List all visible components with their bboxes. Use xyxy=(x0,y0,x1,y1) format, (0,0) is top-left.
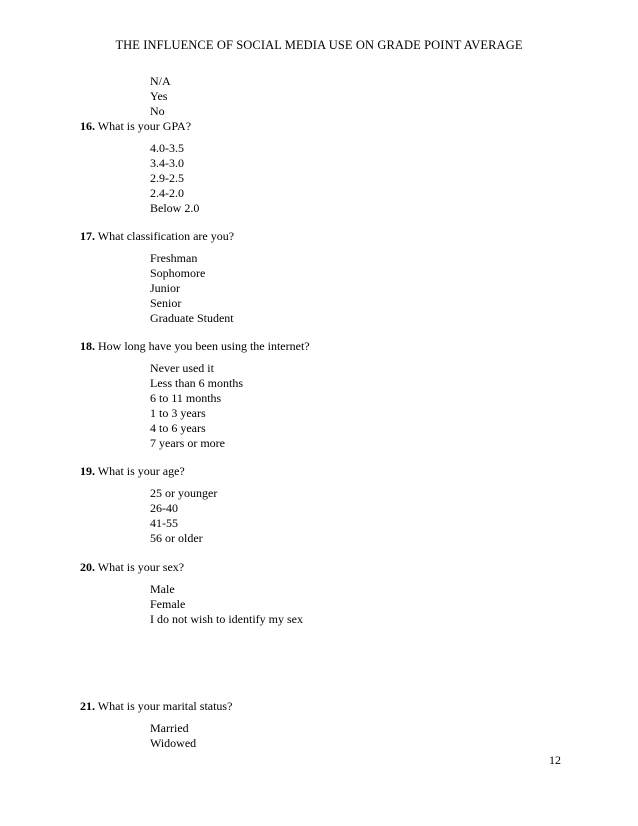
question-20 xyxy=(80,560,184,575)
page-number: 12 xyxy=(549,753,561,767)
question-number: 21. xyxy=(80,699,95,713)
question-text: What classification are you? xyxy=(97,229,235,243)
option: Graduate Student xyxy=(150,311,234,325)
option: 56 or older xyxy=(150,531,203,545)
question-number: 17. xyxy=(80,229,95,243)
running-header: THE INFLUENCE OF SOCIAL MEDIA USE ON GRADE POINT AVERAGE xyxy=(115,38,523,52)
option: 2.4-2.0 xyxy=(150,186,184,200)
option: 26-40 xyxy=(150,501,178,515)
question-text: What is your age? xyxy=(97,464,185,478)
question-21-options xyxy=(150,721,196,751)
option: N/A xyxy=(150,74,171,88)
question-20-options xyxy=(150,582,303,627)
question-number: 18. xyxy=(80,339,95,353)
option: Widowed xyxy=(150,736,197,750)
option: 6 to 11 months xyxy=(150,391,222,405)
question-18 xyxy=(80,339,310,354)
option: 7 years or more xyxy=(150,436,225,450)
option: 3.4-3.0 xyxy=(150,156,184,170)
question-17 xyxy=(80,229,234,244)
option: 2.9-2.5 xyxy=(150,171,184,185)
option: Junior xyxy=(150,281,180,295)
option: Married xyxy=(150,721,189,735)
option: Senior xyxy=(150,296,182,310)
option: Sophomore xyxy=(150,266,206,280)
question-17-options xyxy=(150,251,234,326)
question-19 xyxy=(80,464,185,479)
question-text: What is your GPA? xyxy=(97,119,192,133)
question-19-options xyxy=(150,486,217,546)
question-text: What is your marital status? xyxy=(97,699,233,713)
option: 4.0-3.5 xyxy=(150,141,184,155)
option: I do not wish to identify my sex xyxy=(150,612,303,626)
question-number: 19. xyxy=(80,464,95,478)
option: 25 or younger xyxy=(150,486,218,500)
option: Female xyxy=(150,597,186,611)
question-text: What is your sex? xyxy=(97,560,185,574)
question-21 xyxy=(80,699,232,714)
option: No xyxy=(150,104,165,118)
option: Less than 6 months xyxy=(150,376,243,390)
option: Below 2.0 xyxy=(150,201,200,215)
option: 4 to 6 years xyxy=(150,421,206,435)
carryover-options xyxy=(150,74,171,119)
question-18-options xyxy=(150,361,243,451)
option: 41-55 xyxy=(150,516,178,530)
option: Freshman xyxy=(150,251,198,265)
question-16-options xyxy=(150,141,199,216)
option: Never used it xyxy=(150,361,214,375)
option: 1 to 3 years xyxy=(150,406,206,420)
question-text: How long have you been using the internet? xyxy=(98,339,310,353)
question-number: 16. xyxy=(80,119,95,133)
question-16 xyxy=(80,119,191,134)
question-number: 20. xyxy=(80,560,95,574)
option: Yes xyxy=(150,89,168,103)
option: Male xyxy=(150,582,175,596)
